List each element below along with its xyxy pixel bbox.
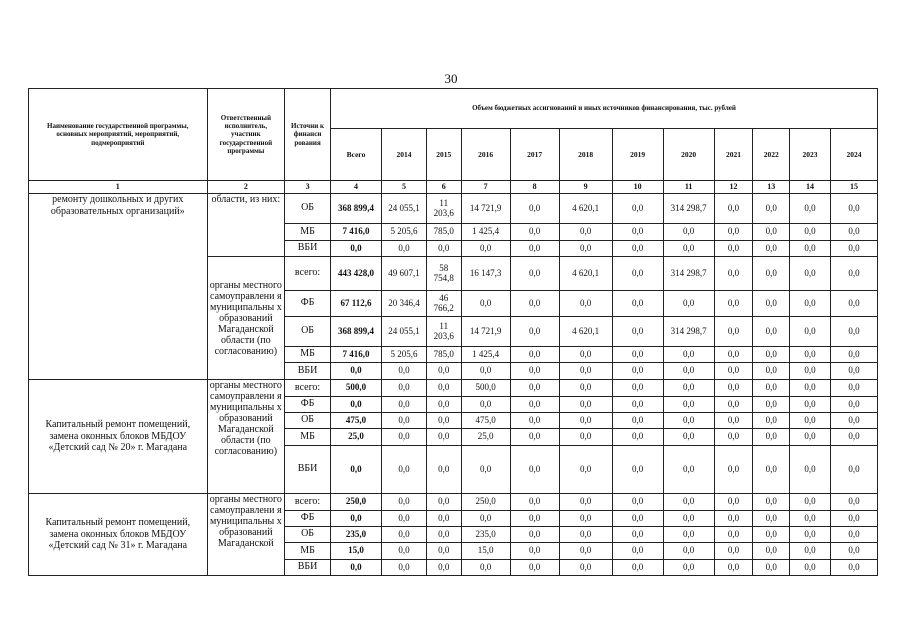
value-cell: 0,0 — [790, 194, 831, 224]
executor-cell: органы местного самоуправлени я муниципальны х образований Магаданской области (по согласованию) — [207, 380, 285, 494]
value-cell: 0,0 — [830, 194, 877, 224]
value-cell: 0,0 — [612, 543, 663, 560]
value-cell: 0,0 — [830, 511, 877, 527]
column-number: 3 — [285, 181, 331, 194]
source-cell: всего: — [285, 380, 331, 397]
value-cell: 0,0 — [510, 380, 559, 397]
header-name: Наименование государственной программы, основных мероприятий, мероприятий, подмероприятий — [29, 89, 208, 181]
value-cell: 0,0 — [382, 429, 427, 446]
value-cell: 0,0 — [663, 511, 714, 527]
total-cell: 67 112,6 — [331, 291, 382, 317]
value-cell: 0,0 — [559, 543, 612, 560]
column-number: 6 — [426, 181, 461, 194]
value-cell: 0,0 — [559, 224, 612, 241]
value-cell: 11 203,6 — [426, 194, 461, 224]
value-cell: 0,0 — [382, 543, 427, 560]
value-cell: 0,0 — [790, 397, 831, 413]
total-cell: 0,0 — [331, 511, 382, 527]
value-cell: 0,0 — [830, 413, 877, 429]
value-cell: 0,0 — [830, 317, 877, 347]
value-cell: 0,0 — [753, 527, 790, 543]
value-cell: 0,0 — [830, 257, 877, 291]
total-cell: 235,0 — [331, 527, 382, 543]
value-cell: 0,0 — [753, 241, 790, 257]
value-cell: 0,0 — [790, 429, 831, 446]
value-cell: 0,0 — [612, 560, 663, 576]
value-cell: 0,0 — [830, 494, 877, 511]
value-cell: 24 055,1 — [382, 317, 427, 347]
value-cell: 0,0 — [790, 224, 831, 241]
value-cell: 0,0 — [753, 560, 790, 576]
value-cell: 0,0 — [663, 543, 714, 560]
value-cell: 0,0 — [559, 446, 612, 494]
value-cell: 0,0 — [426, 380, 461, 397]
value-cell: 0,0 — [559, 413, 612, 429]
header-year: 2018 — [559, 129, 612, 181]
source-cell: МБ — [285, 224, 331, 241]
value-cell: 0,0 — [612, 511, 663, 527]
value-cell: 0,0 — [790, 317, 831, 347]
value-cell: 0,0 — [510, 347, 559, 363]
value-cell: 0,0 — [382, 413, 427, 429]
source-cell: ФБ — [285, 291, 331, 317]
value-cell: 0,0 — [663, 397, 714, 413]
value-cell: 0,0 — [830, 363, 877, 380]
source-cell: МБ — [285, 429, 331, 446]
column-number: 13 — [753, 181, 790, 194]
value-cell: 0,0 — [714, 413, 753, 429]
value-cell: 4 620,1 — [559, 317, 612, 347]
source-cell: ФБ — [285, 511, 331, 527]
value-cell: 20 346,4 — [382, 291, 427, 317]
value-cell: 0,0 — [663, 429, 714, 446]
column-number: 5 — [382, 181, 427, 194]
value-cell: 0,0 — [830, 291, 877, 317]
table-row — [29, 380, 878, 397]
value-cell: 0,0 — [714, 380, 753, 397]
value-cell: 0,0 — [663, 494, 714, 511]
value-cell: 0,0 — [753, 380, 790, 397]
column-number: 14 — [790, 181, 831, 194]
value-cell: 0,0 — [559, 494, 612, 511]
value-cell: 0,0 — [714, 241, 753, 257]
value-cell: 5 205,6 — [382, 347, 427, 363]
value-cell: 0,0 — [382, 363, 427, 380]
budget-table — [28, 88, 878, 576]
value-cell: 0,0 — [510, 224, 559, 241]
value-cell: 0,0 — [510, 194, 559, 224]
value-cell: 0,0 — [510, 413, 559, 429]
value-cell: 0,0 — [461, 511, 510, 527]
value-cell: 0,0 — [753, 543, 790, 560]
value-cell: 0,0 — [612, 241, 663, 257]
value-cell: 0,0 — [510, 241, 559, 257]
value-cell: 0,0 — [382, 560, 427, 576]
header-total: Всего — [331, 129, 382, 181]
value-cell: 58 754,8 — [426, 257, 461, 291]
value-cell: 25,0 — [461, 429, 510, 446]
header-year: 2015 — [426, 129, 461, 181]
value-cell: 0,0 — [559, 397, 612, 413]
value-cell: 0,0 — [426, 560, 461, 576]
value-cell: 0,0 — [790, 446, 831, 494]
value-cell: 0,0 — [663, 560, 714, 576]
program-name-cell: Капитальный ремонт помещений, замена оконных блоков МБДОУ «Детский сад № 20» г. Магадана — [29, 380, 208, 494]
value-cell: 0,0 — [830, 560, 877, 576]
value-cell: 5 205,6 — [382, 224, 427, 241]
value-cell: 0,0 — [612, 380, 663, 397]
page-number: 30 — [444, 71, 458, 86]
value-cell: 0,0 — [753, 257, 790, 291]
value-cell: 0,0 — [663, 413, 714, 429]
source-cell: ФБ — [285, 397, 331, 413]
executor-cell: органы местного самоуправлени я муниципальны х образований Магаданской — [207, 494, 285, 576]
value-cell: 0,0 — [790, 257, 831, 291]
value-cell: 0,0 — [510, 560, 559, 576]
value-cell: 0,0 — [510, 257, 559, 291]
source-cell: всего: — [285, 257, 331, 291]
value-cell: 0,0 — [382, 527, 427, 543]
value-cell: 0,0 — [559, 511, 612, 527]
value-cell: 0,0 — [830, 347, 877, 363]
value-cell: 0,0 — [510, 291, 559, 317]
value-cell: 4 620,1 — [559, 257, 612, 291]
value-cell: 0,0 — [790, 291, 831, 317]
value-cell: 49 607,1 — [382, 257, 427, 291]
value-cell: 0,0 — [612, 413, 663, 429]
value-cell: 0,0 — [830, 380, 877, 397]
executor-cell: органы местного самоуправлени я муниципальны х образований Магаданской области (по согласованию) — [207, 257, 285, 380]
value-cell: 0,0 — [559, 363, 612, 380]
column-number: 10 — [612, 181, 663, 194]
source-cell: всего: — [285, 494, 331, 511]
value-cell: 0,0 — [714, 347, 753, 363]
value-cell: 0,0 — [510, 363, 559, 380]
value-cell: 0,0 — [461, 363, 510, 380]
value-cell: 0,0 — [753, 446, 790, 494]
value-cell: 0,0 — [830, 397, 877, 413]
value-cell: 0,0 — [714, 224, 753, 241]
value-cell: 0,0 — [426, 397, 461, 413]
value-cell: 0,0 — [426, 241, 461, 257]
value-cell: 0,0 — [714, 527, 753, 543]
header-year: 2016 — [461, 129, 510, 181]
value-cell: 785,0 — [426, 347, 461, 363]
value-cell: 0,0 — [830, 446, 877, 494]
value-cell: 11 203,6 — [426, 317, 461, 347]
value-cell: 1 425,4 — [461, 224, 510, 241]
value-cell: 0,0 — [790, 527, 831, 543]
value-cell: 0,0 — [461, 446, 510, 494]
header-year: 2023 — [790, 129, 831, 181]
header-year: 2024 — [830, 129, 877, 181]
value-cell: 0,0 — [753, 363, 790, 380]
value-cell: 0,0 — [559, 241, 612, 257]
value-cell: 14 721,9 — [461, 194, 510, 224]
value-cell: 0,0 — [753, 511, 790, 527]
column-number: 15 — [830, 181, 877, 194]
value-cell: 0,0 — [790, 363, 831, 380]
value-cell: 0,0 — [753, 494, 790, 511]
source-cell: ВБИ — [285, 560, 331, 576]
value-cell: 0,0 — [461, 560, 510, 576]
value-cell: 0,0 — [426, 446, 461, 494]
program-name-cell: ремонту дошкольных и других образовательных организаций» — [29, 194, 208, 380]
value-cell: 0,0 — [559, 560, 612, 576]
total-cell: 7 416,0 — [331, 347, 382, 363]
value-cell: 0,0 — [663, 446, 714, 494]
value-cell: 0,0 — [663, 363, 714, 380]
value-cell: 0,0 — [830, 241, 877, 257]
header-year: 2019 — [612, 129, 663, 181]
value-cell: 0,0 — [426, 429, 461, 446]
total-cell: 500,0 — [331, 380, 382, 397]
program-name-cell: Капитальный ремонт помещений, замена оконных блоков МБДОУ «Детский сад № 31» г. Магадана — [29, 494, 208, 576]
value-cell: 0,0 — [612, 317, 663, 347]
value-cell: 0,0 — [510, 494, 559, 511]
value-cell: 0,0 — [790, 494, 831, 511]
source-cell: МБ — [285, 347, 331, 363]
value-cell: 0,0 — [426, 413, 461, 429]
value-cell: 0,0 — [510, 511, 559, 527]
value-cell: 500,0 — [461, 380, 510, 397]
value-cell: 0,0 — [510, 397, 559, 413]
total-cell: 0,0 — [331, 560, 382, 576]
value-cell: 0,0 — [714, 494, 753, 511]
value-cell: 0,0 — [753, 291, 790, 317]
total-cell: 368 899,4 — [331, 317, 382, 347]
executor-cell: области, из них: — [207, 194, 285, 257]
value-cell: 0,0 — [753, 429, 790, 446]
header-year: 2020 — [663, 129, 714, 181]
value-cell: 0,0 — [663, 380, 714, 397]
value-cell: 0,0 — [510, 429, 559, 446]
value-cell: 314 298,7 — [663, 194, 714, 224]
value-cell: 0,0 — [461, 241, 510, 257]
value-cell: 0,0 — [382, 446, 427, 494]
value-cell: 0,0 — [559, 429, 612, 446]
value-cell: 0,0 — [612, 363, 663, 380]
value-cell: 0,0 — [612, 494, 663, 511]
value-cell: 24 055,1 — [382, 194, 427, 224]
value-cell: 0,0 — [790, 511, 831, 527]
value-cell: 0,0 — [714, 194, 753, 224]
value-cell: 0,0 — [612, 224, 663, 241]
value-cell: 0,0 — [426, 543, 461, 560]
total-cell: 0,0 — [331, 397, 382, 413]
value-cell: 0,0 — [612, 527, 663, 543]
value-cell: 0,0 — [559, 347, 612, 363]
header-volume: Объем бюджетных ассигнований и иных источников финансирования, тыс. рублей — [331, 89, 878, 129]
source-cell: ВБИ — [285, 446, 331, 494]
value-cell: 0,0 — [559, 291, 612, 317]
value-cell: 0,0 — [753, 224, 790, 241]
table-row — [29, 494, 878, 511]
header-year: 2017 — [510, 129, 559, 181]
source-cell: МБ — [285, 543, 331, 560]
value-cell: 0,0 — [714, 560, 753, 576]
value-cell: 0,0 — [461, 397, 510, 413]
value-cell: 0,0 — [663, 224, 714, 241]
value-cell: 235,0 — [461, 527, 510, 543]
value-cell: 0,0 — [753, 397, 790, 413]
column-number: 12 — [714, 181, 753, 194]
value-cell: 0,0 — [382, 241, 427, 257]
column-number: 1 — [29, 181, 208, 194]
value-cell: 0,0 — [753, 194, 790, 224]
value-cell: 0,0 — [510, 543, 559, 560]
value-cell: 0,0 — [663, 347, 714, 363]
value-cell: 46 766,2 — [426, 291, 461, 317]
source-cell: ОБ — [285, 194, 331, 224]
value-cell: 0,0 — [714, 317, 753, 347]
column-number: 8 — [510, 181, 559, 194]
value-cell: 0,0 — [790, 413, 831, 429]
value-cell: 0,0 — [663, 241, 714, 257]
value-cell: 0,0 — [714, 446, 753, 494]
column-number: 11 — [663, 181, 714, 194]
value-cell: 0,0 — [461, 291, 510, 317]
value-cell: 0,0 — [612, 291, 663, 317]
value-cell: 314 298,7 — [663, 317, 714, 347]
value-cell: 1 425,4 — [461, 347, 510, 363]
value-cell: 0,0 — [714, 543, 753, 560]
total-cell: 25,0 — [331, 429, 382, 446]
value-cell: 0,0 — [426, 527, 461, 543]
source-cell: ОБ — [285, 317, 331, 347]
value-cell: 0,0 — [790, 560, 831, 576]
column-number: 2 — [207, 181, 285, 194]
value-cell: 0,0 — [559, 527, 612, 543]
value-cell: 0,0 — [663, 527, 714, 543]
value-cell: 0,0 — [714, 429, 753, 446]
value-cell: 0,0 — [714, 291, 753, 317]
value-cell: 314 298,7 — [663, 257, 714, 291]
value-cell: 0,0 — [612, 347, 663, 363]
total-cell: 443 428,0 — [331, 257, 382, 291]
value-cell: 0,0 — [382, 494, 427, 511]
total-cell: 0,0 — [331, 446, 382, 494]
value-cell: 0,0 — [559, 380, 612, 397]
source-cell: ОБ — [285, 527, 331, 543]
value-cell: 0,0 — [382, 511, 427, 527]
value-cell: 0,0 — [830, 527, 877, 543]
value-cell: 15,0 — [461, 543, 510, 560]
column-number: 4 — [331, 181, 382, 194]
value-cell: 0,0 — [714, 363, 753, 380]
value-cell: 0,0 — [753, 413, 790, 429]
value-cell: 0,0 — [612, 429, 663, 446]
value-cell: 0,0 — [714, 397, 753, 413]
header-year: 2021 — [714, 129, 753, 181]
value-cell: 0,0 — [714, 511, 753, 527]
total-cell: 15,0 — [331, 543, 382, 560]
value-cell: 0,0 — [830, 224, 877, 241]
value-cell: 14 721,9 — [461, 317, 510, 347]
value-cell: 0,0 — [663, 291, 714, 317]
value-cell: 0,0 — [612, 194, 663, 224]
value-cell: 0,0 — [612, 397, 663, 413]
value-cell: 0,0 — [830, 429, 877, 446]
total-cell: 7 416,0 — [331, 224, 382, 241]
value-cell: 0,0 — [382, 380, 427, 397]
value-cell: 0,0 — [714, 257, 753, 291]
source-cell: ОБ — [285, 413, 331, 429]
total-cell: 0,0 — [331, 363, 382, 380]
value-cell: 16 147,3 — [461, 257, 510, 291]
value-cell: 0,0 — [790, 380, 831, 397]
table-row — [29, 194, 878, 224]
value-cell: 0,0 — [612, 446, 663, 494]
value-cell: 0,0 — [426, 363, 461, 380]
total-cell: 250,0 — [331, 494, 382, 511]
value-cell: 4 620,1 — [559, 194, 612, 224]
value-cell: 785,0 — [426, 224, 461, 241]
total-cell: 475,0 — [331, 413, 382, 429]
total-cell: 368 899,4 — [331, 194, 382, 224]
header-year: 2022 — [753, 129, 790, 181]
value-cell: 0,0 — [790, 347, 831, 363]
value-cell: 0,0 — [753, 347, 790, 363]
value-cell: 0,0 — [510, 317, 559, 347]
header-source: Источни к финанси рования — [285, 89, 331, 181]
source-cell: ВБИ — [285, 241, 331, 257]
value-cell: 0,0 — [830, 543, 877, 560]
value-cell: 0,0 — [510, 527, 559, 543]
value-cell: 250,0 — [461, 494, 510, 511]
value-cell: 0,0 — [612, 257, 663, 291]
value-cell: 0,0 — [382, 397, 427, 413]
value-cell: 0,0 — [510, 446, 559, 494]
source-cell: ВБИ — [285, 363, 331, 380]
header-year: 2014 — [382, 129, 427, 181]
total-cell: 0,0 — [331, 241, 382, 257]
column-number: 9 — [559, 181, 612, 194]
value-cell: 0,0 — [753, 317, 790, 347]
value-cell: 475,0 — [461, 413, 510, 429]
value-cell: 0,0 — [790, 543, 831, 560]
header-executor: Ответственный исполнитель, участник государственной программы — [207, 89, 285, 181]
column-number: 7 — [461, 181, 510, 194]
value-cell: 0,0 — [790, 241, 831, 257]
value-cell: 0,0 — [426, 494, 461, 511]
value-cell: 0,0 — [426, 511, 461, 527]
